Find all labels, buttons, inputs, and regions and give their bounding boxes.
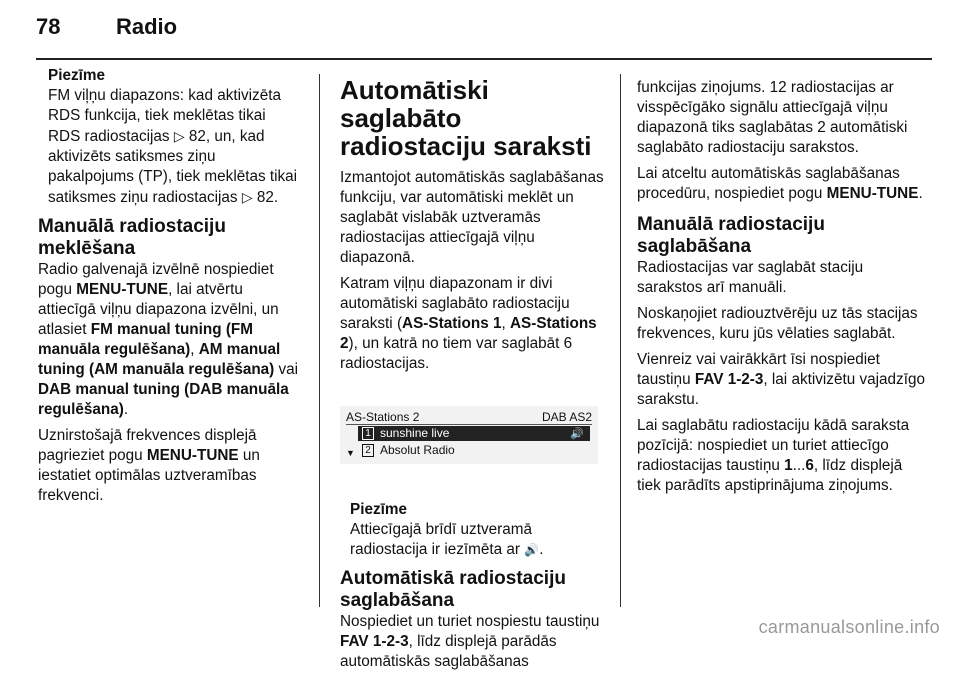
watermark: carmanualsonline.info — [758, 617, 940, 637]
display-header — [346, 410, 592, 425]
note-block: Piezīme Attiecīgajā brīdī uztveramā radiostacija ir iezīmēta ar 🔊. — [350, 500, 610, 560]
page-ref[interactable]: 82 — [256, 189, 274, 206]
column-divider-2 — [620, 74, 621, 607]
radio-display-illustration — [340, 406, 598, 464]
note-text: . — [273, 189, 279, 206]
display-station-row: 2 Absolut Radio — [358, 443, 590, 458]
paragraph: Lai atceltu automātiskās saglabāšanas procedūru, nospiediet pogu MENU-TUNE. — [637, 165, 923, 202]
scroll-down-arrow-icon: ▼ — [346, 448, 355, 458]
display-list-title: AS-Stations 2 — [346, 410, 420, 424]
note-title: Piezīme — [48, 67, 105, 84]
section-title: Automātiski saglabāto radiostaciju saraksti — [340, 75, 592, 161]
page-ref-arrow-icon: ▷ — [241, 189, 253, 205]
paragraph: Izmantojot automātiskās saglabāšanas funkciju, var automātiski meklēt un saglabāt vislabāk uztveramās radiostacijas attiecīgajā viļņu diapazonā. — [340, 169, 604, 266]
paragraph: Noskaņojiet radiouztvērēju uz tās stacijas frekvences, kuru jūs vēlaties saglabāt. — [637, 305, 918, 342]
page-ref[interactable]: 82 — [188, 128, 206, 145]
paragraph: funkcijas ziņojums. 12 radiostacijas ar visspēcīgāko signālu attiecīgajā viļņu diapazonā tiks saglabātas 2 automātiski saglabāto radiostaciju sarakstos. — [637, 79, 908, 156]
column-2 — [340, 76, 610, 678]
page-ref-arrow-icon: ▷ — [173, 128, 185, 144]
paragraph: Katram viļņu diapazonam ir divi automātiski saglabāto radiostaciju saraksti (AS-Stations 1, AS-Stations 2), un katrā no tiem var saglabāt 6 radiostacijas. — [340, 275, 597, 372]
note-text: Attiecīgajā brīdī uztveramā radiostacija ir iezīmēta ar — [350, 521, 532, 558]
note-text: , un, kad aktivizēts satiksmes ziņu pakalpojums (TP), tiek meklētas tikai satiksmes ziņu radiostacijas — [48, 128, 298, 206]
display-station-row-selected: 1 sunshine live 🔊 — [358, 426, 590, 441]
station-name: Absolut Radio — [380, 443, 455, 457]
note-block — [48, 66, 300, 208]
column-1 — [38, 66, 300, 512]
speaker-icon: 🔊 — [524, 543, 540, 557]
page-number: 78 — [36, 14, 61, 39]
display-band: DAB AS2 — [541, 410, 592, 424]
paragraph: Uznirstošajā frekvences displejā pagrieziet pogu MENU-TUNE un iestatiet optimālas uztveramības frekvenci. — [38, 427, 260, 504]
paragraph: Lai saglabātu radiostaciju kādā saraksta pozīcijā: nospiediet un turiet attiecīgo radiostacijas taustiņu 1...6, līdz displejā tiek parādīts apstiprinājuma ziņojums. — [637, 417, 910, 494]
paragraph: Nospiediet un turiet nospiestu taustiņu FAV 1-2-3, līdz displejā parādās automātiskās saglabāšanas — [340, 613, 600, 670]
note-title: Piezīme — [350, 501, 407, 518]
note-text: FM viļņu diapazons: kad aktivizēta RDS funkcija, tiek meklētas tikai RDS radiostacijas — [48, 87, 281, 145]
section-heading: Manuālā radiostaciju saglabāšana — [637, 214, 825, 257]
station-name: sunshine live — [380, 426, 450, 440]
header-rule — [36, 58, 932, 60]
paragraph: Radiostacijas var saglabāt staciju sarakstos arī manuāli. — [637, 259, 864, 296]
section-heading: Manuālā radiostaciju meklēšana — [38, 216, 226, 259]
speaker-icon: 🔊 — [570, 428, 584, 440]
column-3 — [637, 78, 927, 502]
column-divider-1 — [319, 74, 320, 607]
page-title: Radio — [116, 14, 178, 39]
section-heading: Automātiskā radiostaciju saglabāšana — [340, 568, 566, 611]
paragraph: Vienreiz vai vairākkārt īsi nospiediet taustiņu FAV 1-2-3, lai aktivizētu vajadzīgo sarakstu. — [637, 351, 925, 408]
paragraph: Radio galvenajā izvēlnē nospiediet pogu MENU-TUNE, lai atvērtu attiecīgā viļņu diapazona izvēlni, un atlasiet FM manual tuning (FM manuāla regulēšana), AM manual tuning (AM manuāla regulēšana) vai DAB manual tuning (DAB manuāla regulēšana). — [38, 261, 299, 418]
